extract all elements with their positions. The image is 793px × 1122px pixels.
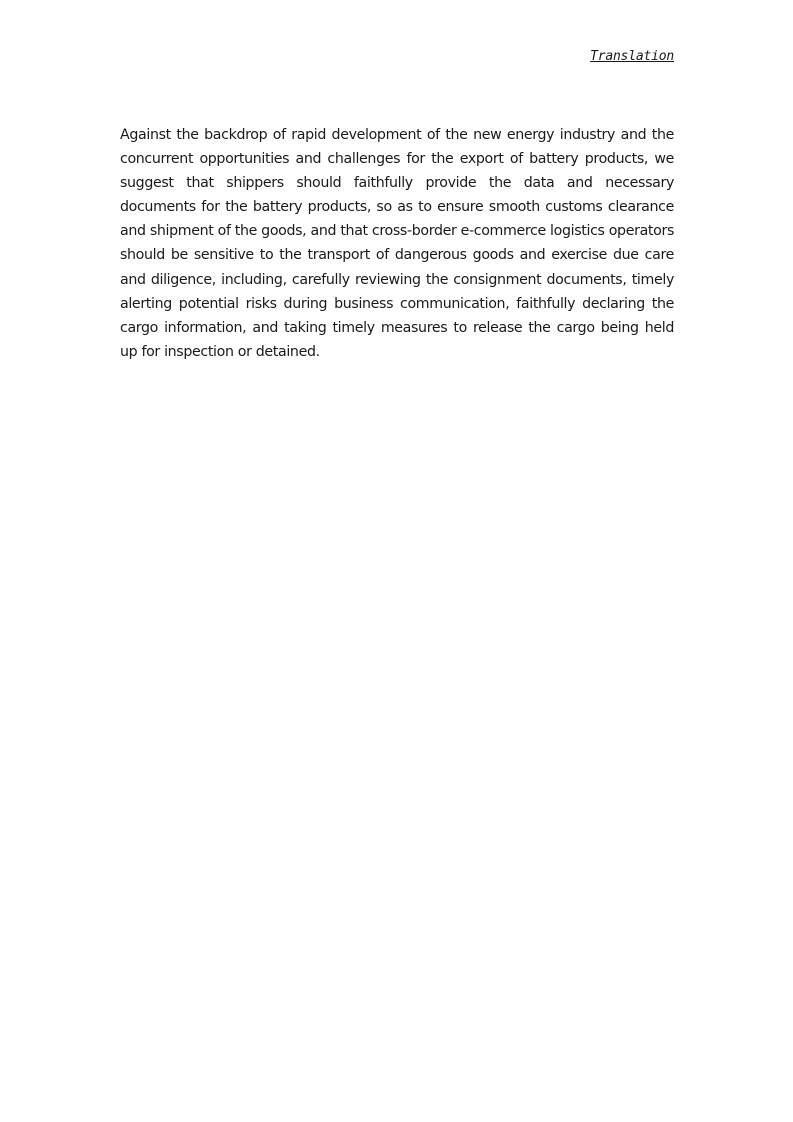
translation-header-label: Translation	[590, 49, 674, 64]
translation-paragraph: Against the backdrop of rapid development of the new energy industry and the concurrent opportunities and challenges for the export of battery products, we suggest that shippers should faithfully provide the data and necessary documents for the battery products, so as to ensure smooth customs clearance and shipment of the goods, and that cross-border e-commerce logistics operators should be sensitive to the transport of dangerous goods and exercise due care and diligence, including, carefully reviewing the consignment documents, timely alerting potential risks during business communication, faithfully declaring the cargo information, and taking timely measures to release the cargo being held up for inspection or detained.	[120, 127, 674, 360]
